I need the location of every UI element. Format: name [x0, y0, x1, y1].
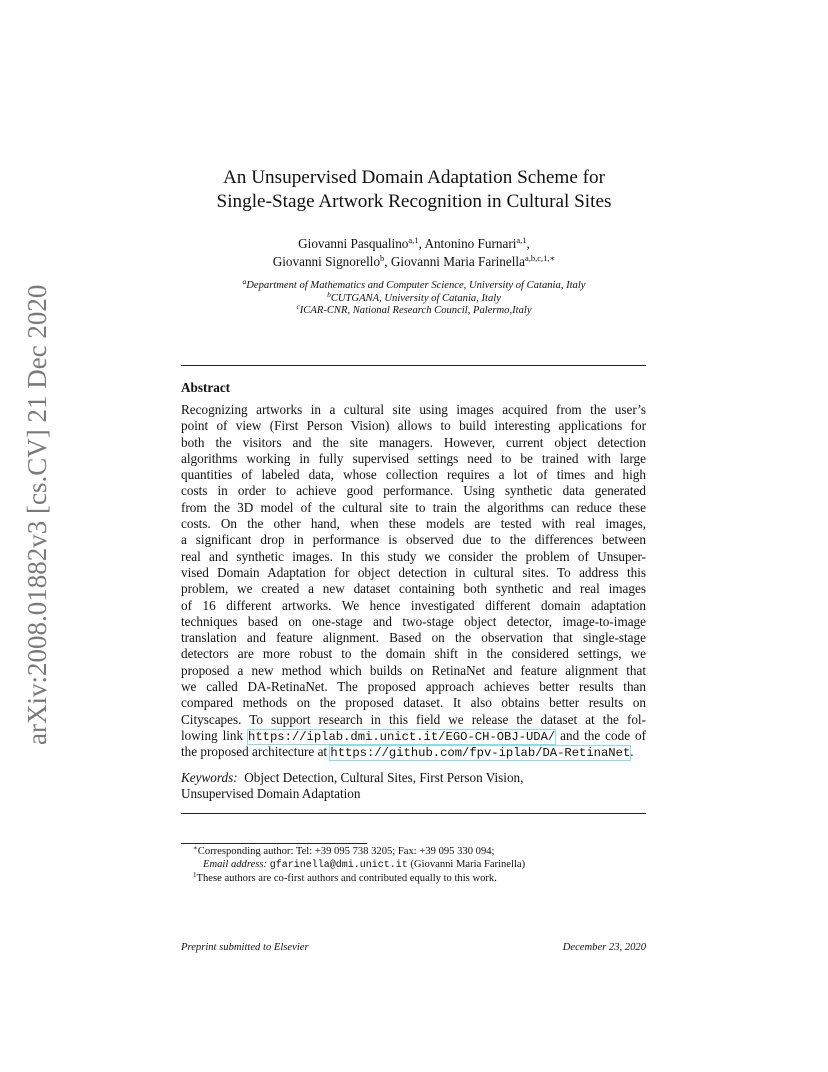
affiliation-text: ICAR-CNR, National Research Council, Palermo,Italy: [299, 305, 532, 317]
abstract-line: costs in order to achieve good performance. Using synthetic data generated: [181, 483, 646, 499]
abstract-text: and the code of: [555, 727, 646, 743]
abstract-line: Cityscapes. To support research in this field we release the dataset at the fol-: [181, 711, 646, 727]
keywords-line-1: Object Detection, Cultural Sites, First Person Vision,: [244, 770, 524, 785]
abstract-text: lowing link: [181, 727, 249, 743]
abstract-line: point of view (First Person Vision) allows to build interesting applications for: [181, 418, 646, 434]
author-name: Giovanni Maria Farinella: [390, 254, 525, 269]
footnote-text: These authors are co-first authors and contributed equally to this work.: [196, 872, 497, 884]
author-affiliation-mark: a,1: [408, 235, 419, 245]
affiliation-item: [150, 277, 678, 293]
author-list: [150, 235, 678, 271]
abstract-line: compared methods on the proposed dataset. It also obtains better results on: [181, 695, 646, 711]
keywords-line-2: Unsupervised Domain Adaptation: [181, 786, 361, 802]
keywords-label: Keywords:: [181, 770, 238, 785]
footnotes: [181, 846, 661, 885]
abstract-link-line: [181, 728, 646, 744]
author-name: Giovanni Pasqualino: [298, 236, 409, 251]
affiliation-item: [150, 302, 678, 318]
email-label: Email address:: [203, 858, 268, 870]
abstract-line: from the 3D model of the cultural site to train the algorithms can reduce these: [181, 499, 646, 515]
abstract-line: techniques based on one-stage and two-stage object detector, image-to-image: [181, 613, 646, 629]
keywords-block: [181, 770, 646, 803]
affiliation-mark: a: [242, 277, 247, 286]
email-owner: (Giovanni Maria Farinella): [407, 858, 526, 870]
affiliation-mark: c: [296, 302, 300, 312]
affiliation-list: [150, 277, 678, 318]
abstract-text: the proposed architecture at: [181, 744, 331, 760]
abstract-line: a significant drop in performance is observed due to the differences between: [181, 532, 646, 548]
abstract-heading: Abstract: [181, 380, 231, 395]
author-line-2: Giovanni Signorello$^b$, Giovanni Maria Farinella$^{a,b,c,1,∗}$: [272, 253, 556, 269]
footnote-text: Corresponding author: Tel: +39 095 738 3205; Fax: +39 095 330 094;: [197, 846, 495, 857]
affiliation-mark: b: [327, 289, 331, 299]
affiliation-text: CUTGANA, University of Catania, Italy: [330, 292, 501, 304]
abstract-link-line: [181, 744, 646, 760]
footnote-cofirst: [181, 870, 661, 886]
author-affiliation-mark: a,b,c,1,∗: [524, 253, 556, 263]
preprint-note: Preprint submitted to Elsevier: [181, 942, 309, 953]
author-name: Giovanni Signorello: [272, 254, 381, 269]
code-link[interactable]: https://github.com/fpv-iplab/DA-RetinaNet: [330, 746, 631, 761]
abstract-line: detectors are more robust to the domain shift in the considered settings, we: [181, 646, 646, 662]
footnote-mark: 1: [193, 870, 197, 879]
abstract-line: algorithms working in fully supervised settings need to be trained with large: [181, 450, 646, 466]
author-affiliation-mark: a,1: [516, 235, 527, 245]
affiliation-item: [150, 289, 678, 306]
dataset-link[interactable]: https://iplab.dmi.unict.it/EGO-CH-OBJ-UDA/: [248, 729, 556, 744]
abstract-top-rule: [181, 365, 646, 366]
abstract-line: translation and feature alignment. Based on the observation that single-stage: [181, 630, 646, 646]
author-affiliation-mark: b: [380, 253, 385, 263]
abstract-line: real and synthetic images. In this study we consider the problem of Unsuper-: [181, 548, 646, 564]
abstract-line: Recognizing artworks in a cultural site using images acquired from the user’s: [181, 402, 646, 417]
abstract-bottom-rule: [181, 813, 646, 814]
affiliation-text: Department of Mathematics and Computer Science, University of Catania, Italy: [246, 280, 586, 291]
footnote-rule: [181, 843, 367, 844]
abstract-line: we called DA-RetinaNet. The proposed approach achieves better results than: [181, 679, 646, 695]
arxiv-identifier-stamp: arXiv:2008.01882v3 [cs.CV] 21 Dec 2020: [22, 284, 52, 745]
abstract-text: .: [630, 744, 634, 760]
abstract-body: [181, 402, 646, 761]
abstract-line: of 16 different artworks. We hence investigated different domain adaptation: [181, 597, 646, 613]
author-name: Antonino Furnari: [424, 236, 517, 251]
abstract-line: costs. On the other hand, when these models are tested with real images,: [181, 516, 646, 532]
email-address: gfarinella@dmi.unict.it: [269, 859, 408, 871]
footnote-corresponding: [181, 846, 661, 859]
author-line-1: Giovanni Pasqualino$^{a,1}$, Antonino Furnari$^{a,1}$,: [298, 235, 530, 251]
abstract-line: both the visitors and the site managers. However, current object detection: [181, 434, 646, 450]
abstract-line: vised Domain Adaptation for object detection in cultural sites. To address this: [181, 564, 646, 580]
title-line-1: An Unsupervised Domain Adaptation Scheme for: [222, 167, 606, 188]
abstract-line: quantities of labeled data, whose collection requires a lot of times and high: [181, 467, 646, 483]
footnote-mark: ∗: [193, 844, 198, 852]
title-line-2: Single-Stage Artwork Recognition in Cultural Sites: [216, 191, 612, 212]
abstract-line: problem, we created a new dataset containing both synthetic and real images: [181, 581, 646, 597]
abstract-line: proposed a new method which builds on RetinaNet and feature alignment that: [181, 662, 646, 678]
paper-title: [150, 166, 678, 214]
footnote-email: [181, 859, 661, 873]
preprint-date: December 23, 2020: [562, 942, 646, 953]
